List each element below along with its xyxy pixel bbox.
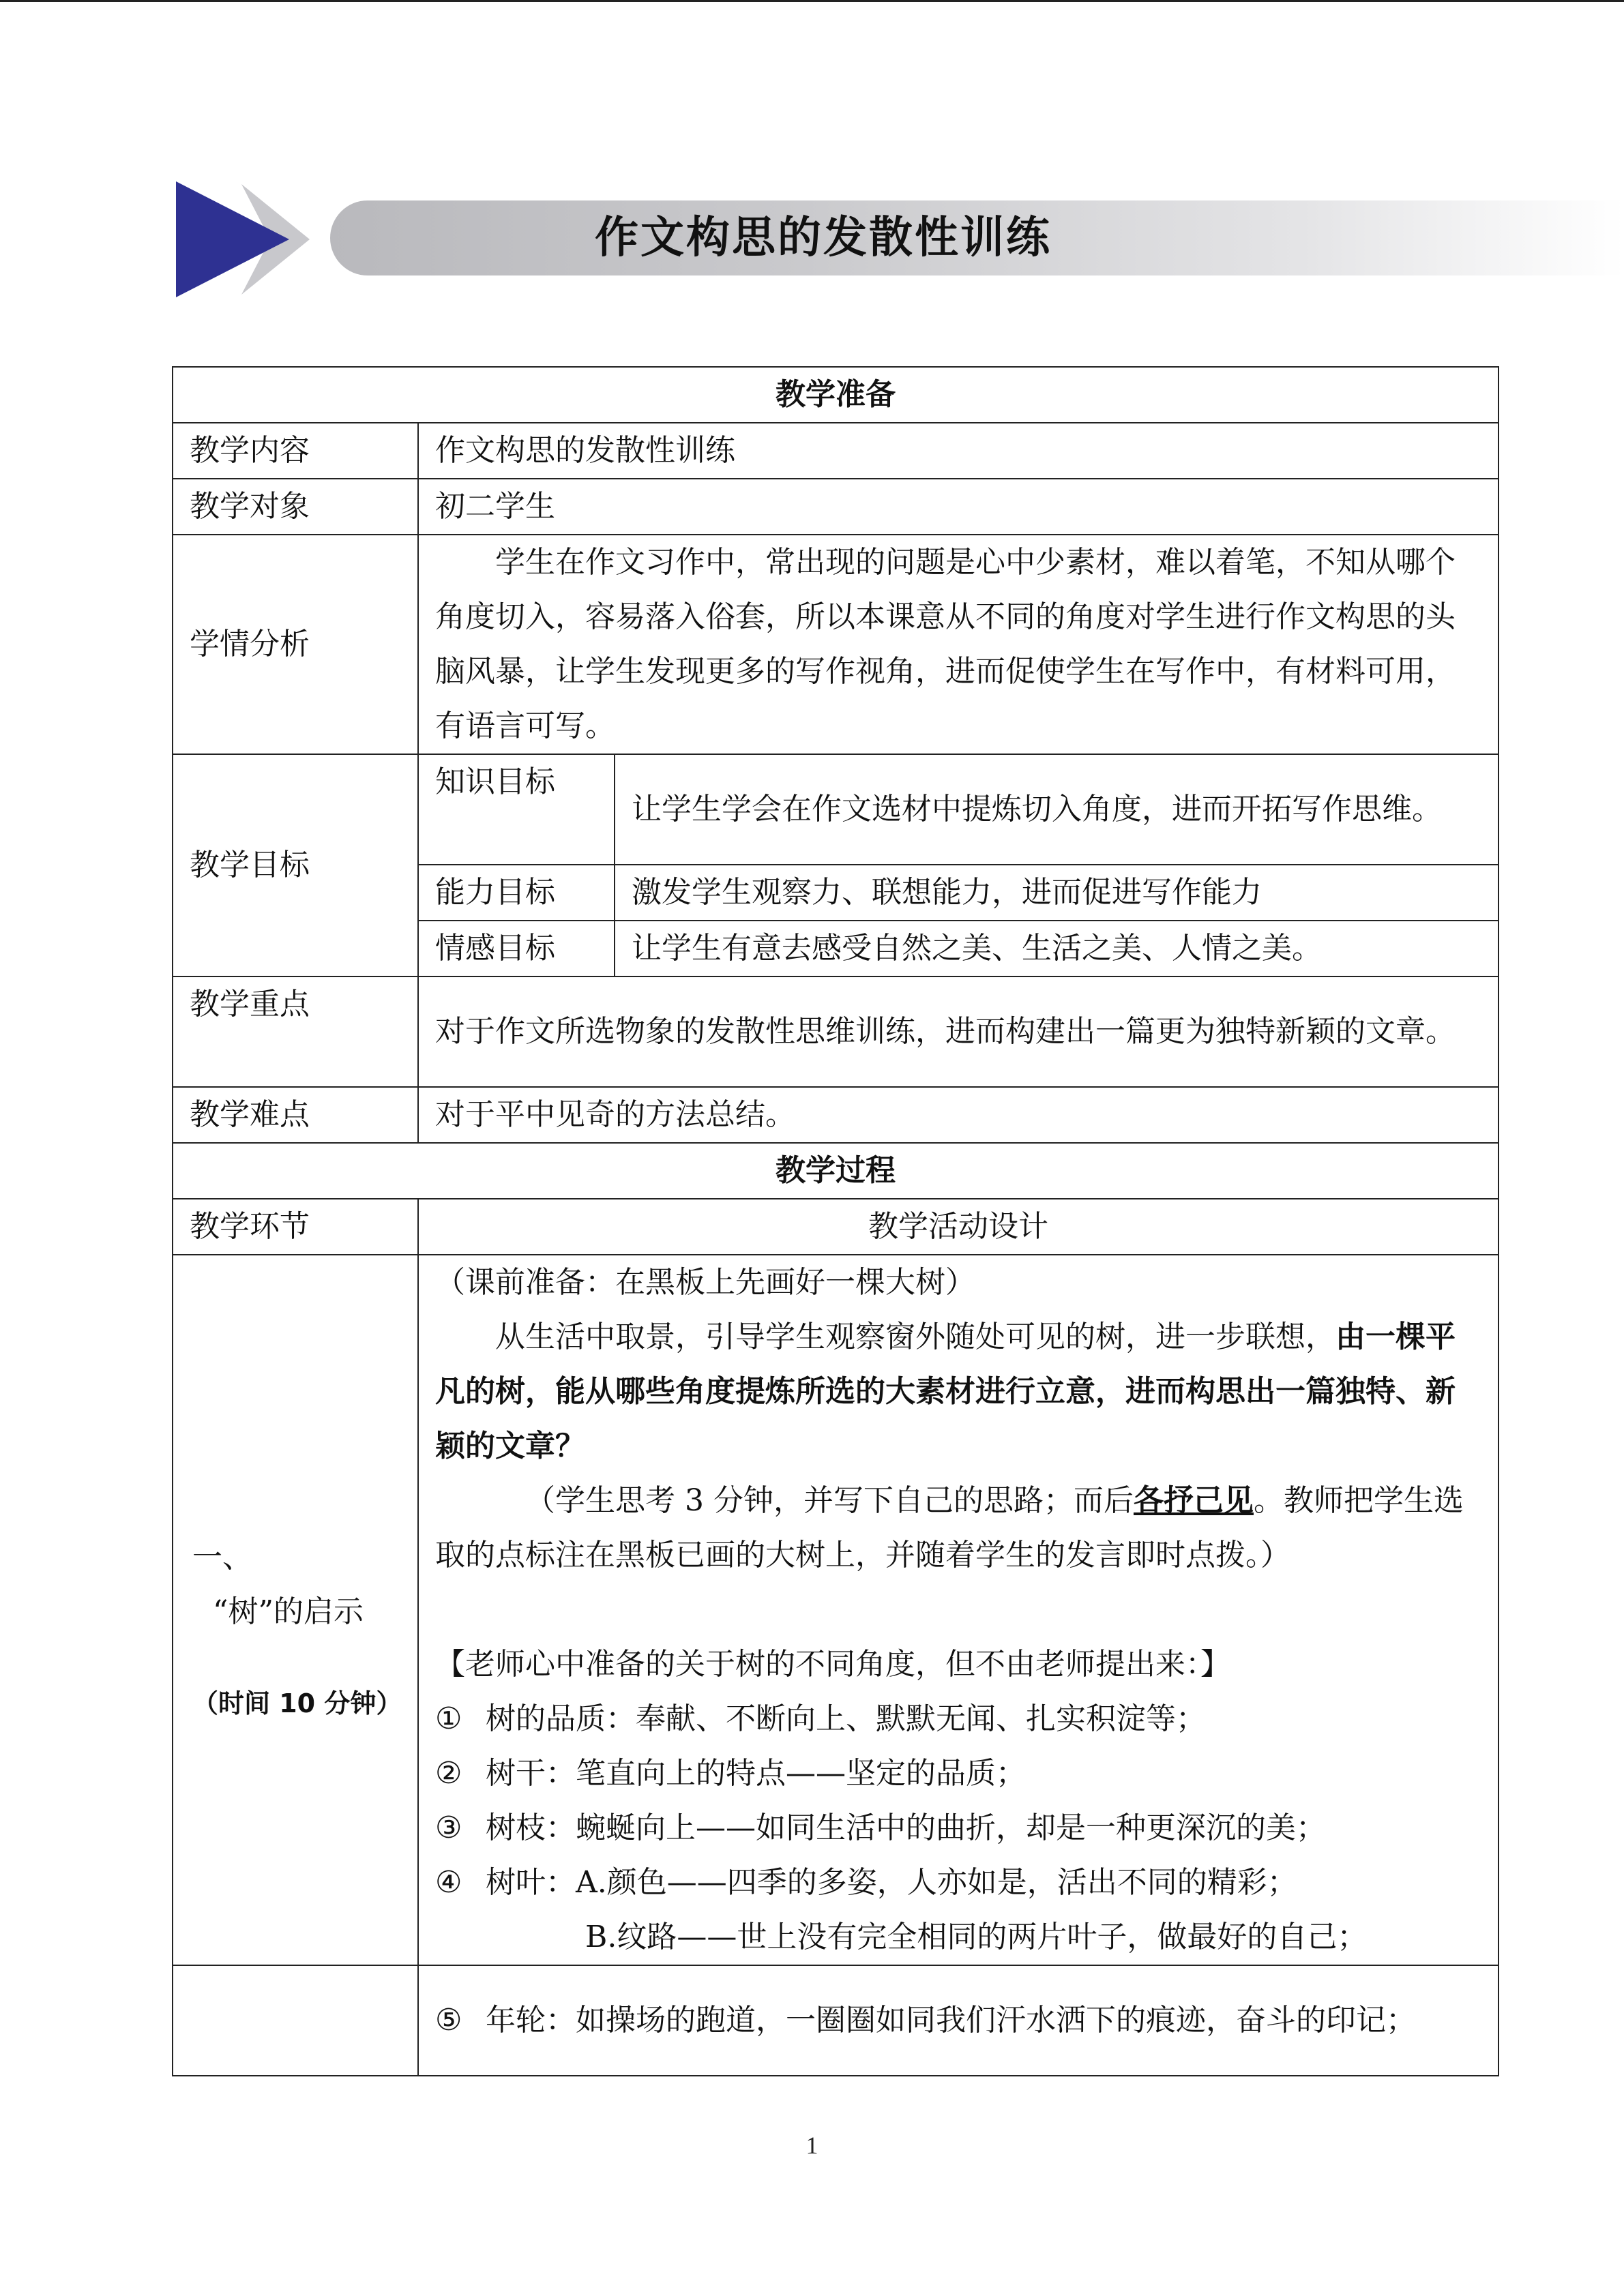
stage-row xyxy=(173,1965,1498,2076)
list-marker: ⑤ xyxy=(435,2003,462,2038)
difficulty-label: 教学难点 xyxy=(173,1087,418,1143)
think-paragraph xyxy=(435,1474,1481,1583)
table-row xyxy=(173,976,1498,1087)
intro-paragraph xyxy=(435,1310,1481,1474)
goals-label: 教学目标 xyxy=(173,754,418,976)
list-marker: ④ xyxy=(435,1865,462,1900)
list-item xyxy=(435,1855,1481,1910)
content-value: 作文构思的发散性训练 xyxy=(418,423,1498,479)
analysis-value: 学生在作文习作中，常出现的问题是心中少素材，难以着笔，不知从哪个角度切入，容易落入俗套，所以本课意从不同的角度对学生进行作文构思的头脑风暴，让学生发现更多的写作视角，进而促使学生在写作中，有材料可用，有语言可写。 xyxy=(418,535,1498,754)
list-subitem: B.纹路——世上没有完全相同的两片叶子，做最好的自己； xyxy=(585,1920,1368,1954)
empty-stage-cell xyxy=(173,1965,418,2076)
stage1-time: （时间 10 分钟） xyxy=(192,1688,402,1718)
list-marker: ② xyxy=(435,1756,462,1791)
table-row xyxy=(173,1087,1498,1143)
list-text: 年轮：如操场的跑道，一圈圈如同我们汗水洒下的痕迹，奋斗的印记； xyxy=(486,2003,1416,2038)
ability-goal-label: 能力目标 xyxy=(418,865,615,921)
table-row xyxy=(173,754,1498,865)
page-number: 1 xyxy=(806,2132,818,2159)
page-top-border xyxy=(0,0,1624,2)
design-column-header: 教学活动设计 xyxy=(418,1199,1498,1255)
audience-label: 教学对象 xyxy=(173,479,418,535)
think-emphasis: 各抒己见 xyxy=(1133,1483,1254,1518)
prep-note: （课前准备：在黑板上先画好一棵大树） xyxy=(435,1265,975,1300)
stage1-activity-continued xyxy=(418,1965,1498,2076)
double-arrow-icon xyxy=(176,181,353,297)
list-item xyxy=(435,1993,1481,2048)
list-text: 树枝：蜿蜒向上——如同生活中的曲折，却是一种更深沉的美； xyxy=(486,1810,1326,1845)
key-point-value: 对于作文所选物象的发散性思维训练，进而构建出一篇更为独特新颖的文章。 xyxy=(418,976,1498,1087)
stage1-number: 一、 xyxy=(192,1540,252,1575)
ability-goal-value: 激发学生观察力、联想能力，进而促进写作能力 xyxy=(615,865,1498,921)
list-item xyxy=(435,1746,1481,1801)
prep-section-row xyxy=(173,367,1498,423)
page-title: 作文构思的发散性训练 xyxy=(595,213,1052,263)
table-row xyxy=(173,535,1498,754)
list-text: 树干：笔直向上的特点——坚定的品质； xyxy=(486,1756,1026,1791)
knowledge-goal-label: 知识目标 xyxy=(418,754,615,865)
stage1-name: “树”的启示 xyxy=(213,1594,364,1629)
list-marker: ③ xyxy=(435,1810,462,1845)
intro-plain: 从生活中取景，引导学生观察窗外随处可见的树，进一步联想， xyxy=(495,1320,1335,1354)
key-point-label: 教学重点 xyxy=(173,976,418,1087)
table-row xyxy=(173,1199,1498,1255)
list-text: 树的品质：奉献、不断向上、默默无闻、扎实积淀等； xyxy=(486,1701,1206,1736)
think-text-a: （学生思考 3 分钟，并写下自己的思路；而后 xyxy=(525,1483,1134,1518)
stage1-activity xyxy=(418,1255,1498,1965)
list-item xyxy=(435,1801,1481,1855)
blank-line xyxy=(435,1583,1481,1637)
lesson-plan-table xyxy=(172,366,1499,2076)
prep-section-title: 教学准备 xyxy=(173,367,1498,423)
process-section-row xyxy=(173,1143,1498,1199)
process-section-title: 教学过程 xyxy=(173,1143,1498,1199)
table-row xyxy=(173,479,1498,535)
title-banner xyxy=(176,181,1624,297)
audience-value: 初二学生 xyxy=(418,479,1498,535)
list-marker: ① xyxy=(435,1701,462,1736)
stage-column-header: 教学环节 xyxy=(173,1199,418,1255)
knowledge-goal-value: 让学生学会在作文选材中提炼切入角度，进而开拓写作思维。 xyxy=(615,754,1498,865)
emotion-goal-label: 情感目标 xyxy=(418,921,615,976)
emotion-goal-value: 让学生有意去感受自然之美、生活之美、人情之美。 xyxy=(615,921,1498,976)
table-row xyxy=(173,423,1498,479)
list-text: 树叶：A.颜色——四季的多姿，人亦如是，活出不同的精彩； xyxy=(486,1865,1297,1900)
content-label: 教学内容 xyxy=(173,423,418,479)
intro-question: 由一棵平凡的树，能从哪些角度提炼所选的大素材进行立意，进而构思出一篇独特、新颖的文章？ xyxy=(435,1320,1456,1463)
analysis-label: 学情分析 xyxy=(173,535,418,754)
list-item xyxy=(435,1692,1481,1746)
difficulty-value: 对于平中见奇的方法总结。 xyxy=(418,1087,1498,1143)
stage1-cell xyxy=(173,1255,418,1965)
think-text-b: 。教师把学生选取的点标注在黑板已画的大树上，并随着学生的发言即时点拨。） xyxy=(435,1483,1464,1572)
teacher-note: 【老师心中准备的关于树的不同角度，但不由老师提出来：】 xyxy=(435,1647,1230,1682)
stage-row xyxy=(173,1255,1498,1965)
